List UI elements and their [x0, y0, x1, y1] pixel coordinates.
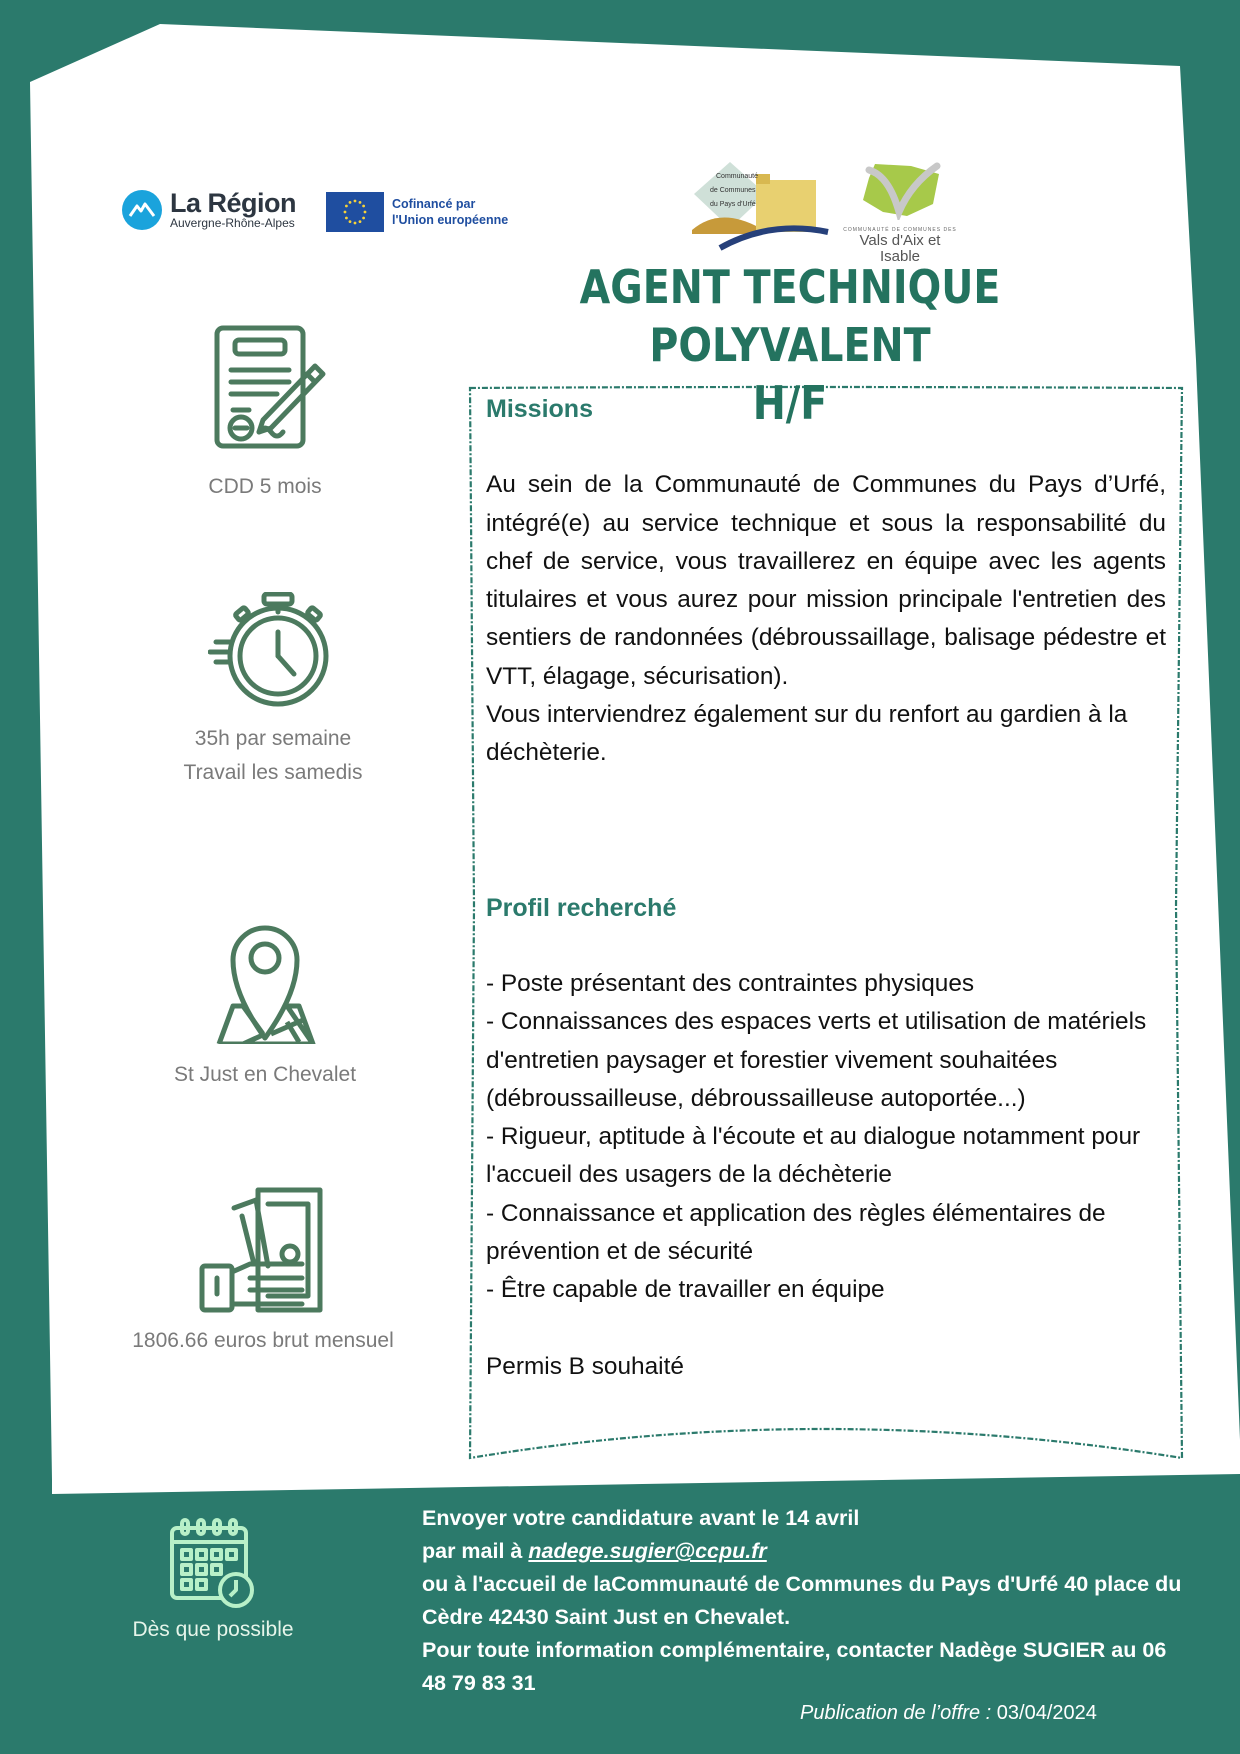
publication-date-value: 03/04/2024 — [996, 1702, 1097, 1724]
location-label: St Just en Chevalet — [173, 1063, 357, 1086]
deadline-line: Envoyer votre candidature avant le 14 avril — [422, 1506, 860, 1530]
pays-urfe-logo — [690, 158, 830, 254]
profile-item: - Connaissance et application des règles élémentaires de prévention et de sécurité — [486, 1199, 1106, 1266]
profile-item: - Connaissances des espaces verts et utilisation de matériels d'entretien paysager et forestier vivement souhaitées (débroussailleuse, débroussailleuse autoportée...) — [486, 1008, 1147, 1112]
svg-text:du Pays d'Urfé: du Pays d'Urfé — [710, 201, 756, 208]
start-date-label: Dès que possible — [132, 1618, 294, 1641]
license-requirement: Permis B souhaité — [486, 1352, 684, 1380]
publication-label: Publication de l’offre : — [800, 1702, 992, 1724]
map-pin-icon — [203, 922, 327, 1044]
region-logo-title: La Région — [170, 188, 297, 218]
missions-paragraph: Au sein de la Communauté de Communes du Pays d’Urfé, intégré(e) au service technique et sous la responsabilité du chef de service, vous travaillerez en équipe avec les agents titulaires et vous aurez pour mission principale l'entretien des sentiers de randonnées (débroussaillage, balisage pédestre et VTT, élagage, sécurisation). — [486, 471, 1166, 690]
contact-line: Pour toute information complémentaire, contacter Nadège SUGIER au 06 48 79 83 31 — [422, 1638, 1167, 1695]
title-line1: AGENT TECHNIQUE POLYVALENT — [579, 260, 1001, 372]
eu-logo-line1: Cofinancé par — [392, 197, 476, 211]
info-contract — [115, 324, 415, 504]
email-line: par mail à nadege.sugier@ccpu.fr — [422, 1539, 767, 1563]
publication-date — [800, 1702, 1097, 1725]
vals-logo-name: Vals d'Aix et Isable — [859, 232, 941, 265]
vals-logo-small: COMMUNAUTÉ DE COMMUNES DES — [843, 227, 957, 233]
vals-aix-isable-logo — [840, 160, 960, 265]
hours-label: 35h par semaine — [194, 727, 352, 750]
stopwatch-icon — [208, 592, 338, 710]
svg-text:de Communes: de Communes — [710, 187, 756, 194]
saturday-label: Travail les samedis — [183, 761, 363, 784]
info-hours — [123, 592, 423, 790]
eu-flag-icon — [326, 192, 384, 232]
start-date — [108, 1518, 318, 1642]
region-logo — [122, 190, 296, 230]
money-hand-icon — [198, 1186, 328, 1316]
profile-item: - Poste présentant des contraintes physiques — [486, 969, 975, 997]
info-location — [115, 922, 415, 1092]
region-logo-subtitle: Auvergne-Rhône-Alpes — [170, 216, 295, 230]
contract-type-label: CDD 5 mois — [208, 475, 322, 498]
eu-logo — [326, 192, 508, 232]
profile-heading: Profil recherché — [486, 893, 677, 922]
eu-logo-line2: l'Union européenne — [392, 213, 509, 227]
info-salary — [113, 1186, 413, 1358]
svg-text:Communauté: Communauté — [716, 173, 759, 180]
job-description — [486, 390, 1166, 1386]
title-line2: H/F — [752, 376, 828, 430]
application-instructions — [422, 1502, 1182, 1700]
email-link[interactable]: nadege.sugier@ccpu.fr — [528, 1539, 767, 1563]
mountain-icon — [122, 190, 162, 230]
profile-item: - Être capable de travailler en équipe — [486, 1276, 885, 1304]
calendar-clock-icon — [168, 1518, 258, 1608]
contract-icon — [195, 324, 335, 450]
profile-item: - Rigueur, aptitude à l'écoute et au dialogue notamment pour l'accueil des usagers de la déchèterie — [486, 1123, 1141, 1189]
salary-label: 1806.66 euros brut mensuel — [132, 1329, 394, 1352]
address-line: ou à l'accueil de laCommunauté de Communes du Pays d'Urfé 40 place du Cèdre 42430 Saint Just en Chevalet. — [422, 1572, 1182, 1629]
missions-heading: Missions — [486, 395, 593, 423]
missions-paragraph-2: Vous interviendrez également sur du renfort au gardien à la déchèterie. — [486, 701, 1128, 767]
